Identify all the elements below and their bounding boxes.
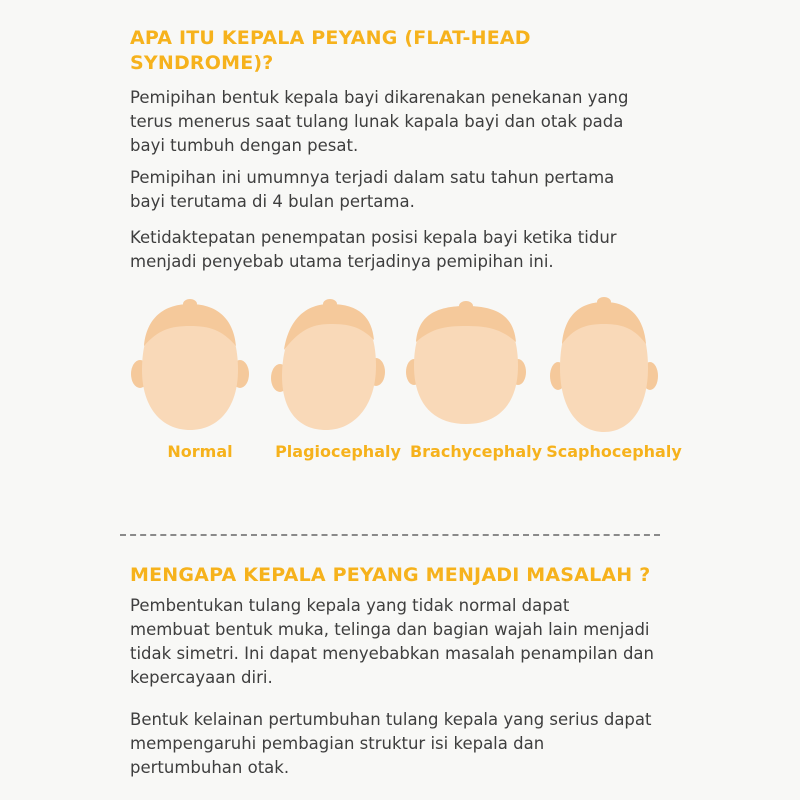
section1-paragraph <box>130 86 690 158</box>
paragraph-line: Pemipihan ini umumnya terjadi dalam satu tahun pertama <box>130 168 615 187</box>
head-label-brachycephaly: Brachycephaly <box>409 442 543 461</box>
paragraph-line: Ketidaktepatan penempatan posisi kepala bayi ketika tidur <box>130 228 617 247</box>
paragraph-line: pertumbuhan otak. <box>130 758 290 777</box>
paragraph-line: terus menerus saat tulang lunak kapala bayi dan otak pada <box>130 112 624 131</box>
head-shapes-row <box>120 296 682 476</box>
paragraph-line: bayi terutama di 4 bulan pertama. <box>130 192 415 211</box>
paragraph-line: kepercayaan diri. <box>130 668 273 687</box>
section2-title: MENGAPA KEPALA PEYANG MENJADI MASALAH ? <box>130 564 651 586</box>
section1-paragraph <box>130 166 690 214</box>
paragraph-line: bayi tumbuh dengan pesat. <box>130 136 359 155</box>
brachycephaly-head-icon <box>406 296 526 436</box>
section1-paragraph <box>130 226 690 274</box>
head-shape-plagiocephaly <box>268 296 408 466</box>
paragraph-line: Pembentukan tulang kepala yang tidak normal dapat <box>130 596 570 615</box>
paragraph-line: membuat bentuk muka, telinga dan bagian wajah lain menjadi <box>130 620 650 639</box>
head-shape-brachycephaly <box>406 296 546 466</box>
head-label-normal: Normal <box>167 442 233 461</box>
section1-title <box>130 26 531 76</box>
head-shape-normal <box>130 296 270 466</box>
dashed-divider <box>120 534 660 536</box>
paragraph-line: Pemipihan bentuk kepala bayi dikarenakan penekanan yang <box>130 88 629 107</box>
section1-title-line: SYNDROME)? <box>130 52 274 74</box>
head-label-scaphocephaly: Scaphocephaly <box>546 442 682 461</box>
paragraph-line: Bentuk kelainan pertumbuhan tulang kepala yang serius dapat <box>130 710 652 729</box>
head-label-plagiocephaly: Plagiocephaly <box>275 442 401 461</box>
section2-paragraph <box>130 594 690 690</box>
scaphocephaly-head-icon <box>544 296 664 436</box>
normal-head-icon <box>130 296 250 436</box>
paragraph-line: menjadi penyebab utama terjadinya pemipihan ini. <box>130 252 554 271</box>
section1-title-line: APA ITU KEPALA PEYANG (FLAT-HEAD <box>130 27 531 49</box>
paragraph-line: tidak simetri. Ini dapat menyebabkan masalah penampilan dan <box>130 644 654 663</box>
paragraph-line: mempengaruhi pembagian struktur isi kepala dan <box>130 734 545 753</box>
section2-paragraph <box>130 708 690 780</box>
plagiocephaly-head-icon <box>268 296 388 436</box>
head-shape-scaphocephaly <box>544 296 684 466</box>
